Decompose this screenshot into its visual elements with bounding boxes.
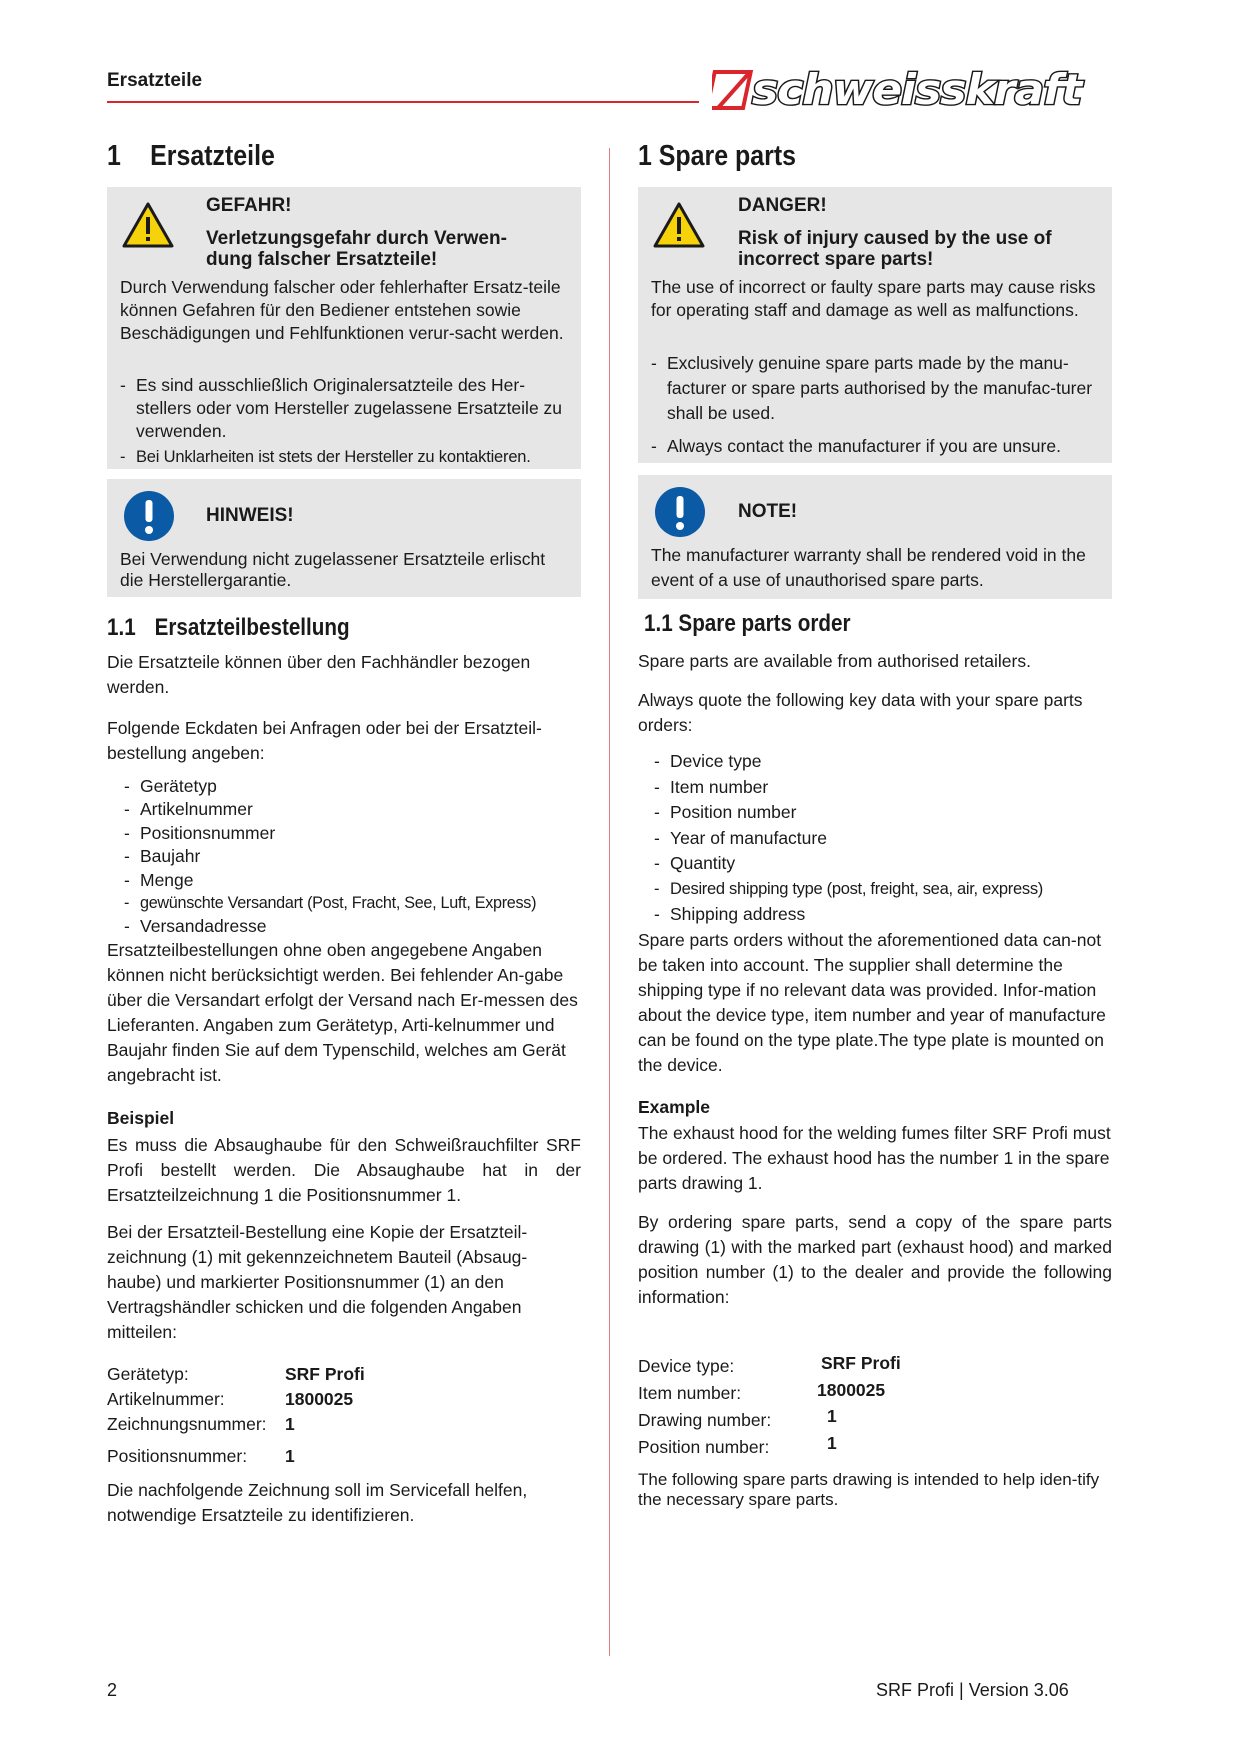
example-heading: Beispiel <box>107 1108 175 1128</box>
left-note-box <box>107 479 581 597</box>
list-item: - Quantity <box>654 851 1114 877</box>
exclamation-circle-icon <box>123 490 175 542</box>
danger-list <box>120 374 570 469</box>
left-key-data <box>107 1364 581 1474</box>
left-danger-box <box>107 187 581 469</box>
left-h2 <box>107 614 581 642</box>
example-heading: Example <box>638 1097 710 1117</box>
danger-title-line1: Risk of injury caused by the use of <box>738 228 1052 249</box>
danger-title <box>206 228 507 270</box>
page-number: 2 <box>107 1680 118 1700</box>
right-key-data <box>638 1353 1112 1466</box>
right-h1-title: 1 Spare parts <box>638 140 797 172</box>
kv-value: 1800025 <box>285 1389 354 1409</box>
kv-value: SRF Profi <box>821 1353 901 1373</box>
danger-list-item: - Exclusively genuine spare parts made by the manu-facturer or spare parts authorised by the manufac-turer shall be used. <box>651 351 1101 426</box>
kv-label: Gerätetyp: <box>107 1364 189 1384</box>
right-h1 <box>638 140 1112 173</box>
kv-value: 1 <box>827 1406 837 1426</box>
running-header: Ersatzteile <box>107 70 203 91</box>
kv-value: 1 <box>285 1446 295 1466</box>
danger-list-item: - Es sind ausschließlich Originalersatzteile des Her-stellers oder vom Hersteller zugelassene Ersatzteile zu verwenden. <box>120 374 570 443</box>
right-danger-box <box>638 187 1112 463</box>
list-item: - Item number <box>654 775 1114 801</box>
list-item: - Shipping address <box>654 902 1114 928</box>
left-data-list <box>124 775 594 939</box>
list-item: - Gerätetyp <box>124 775 594 798</box>
header-rule <box>107 101 699 103</box>
right-data-list <box>654 749 1114 928</box>
left-h2-number: 1.1 <box>107 614 136 641</box>
left-paragraph: Es muss die Absaughaube für den Schweißrauchfilter SRF Profi bestellt werden. Die Absaughaube hat in der Ersatzteilzeichnung 1 die Positionsnummer 1. <box>107 1135 581 1205</box>
right-paragraph: The exhaust hood for the welding fumes filter SRF Profi must be ordered. The exhaust hood has the number 1 in the spare parts drawing 1. <box>638 1123 1111 1193</box>
warning-triangle-icon <box>121 201 175 249</box>
kv-value: 1 <box>285 1414 295 1434</box>
kv-label: Item number: <box>638 1383 742 1403</box>
kv-label: Device type: <box>638 1356 735 1376</box>
danger-title-line1: Verletzungsgefahr durch Verwen- <box>206 228 507 249</box>
list-item: - Position number <box>654 800 1114 826</box>
danger-text: The use of incorrect or faulty spare parts may cause risks for operating staff and damage as well as malfunctions. <box>651 277 1096 320</box>
kv-label: Positionsnummer: <box>107 1446 248 1466</box>
danger-label: DANGER! <box>738 195 827 216</box>
left-paragraph: Bei der Ersatzteil-Bestellung eine Kopie der Ersatzteil-zeichnung (1) mit gekennzeichnetem Bauteil (Absaug-haube) und markierter Positionsnummer (1) an den Vertragshändler schicken und die folgenden Angaben mitteilen: <box>107 1222 528 1342</box>
right-paragraph: The following spare parts drawing is intended to help iden-tify the necessary spare parts. <box>638 1470 1100 1509</box>
list-item: - Desired shipping type (post, freight, sea, air, express) <box>654 877 1114 903</box>
left-h2-title: Ersatzteilbestellung <box>154 614 350 641</box>
note-text: The manufacturer warranty shall be rendered void in the event of a use of unauthorised spare parts. <box>651 545 1086 590</box>
list-item: - Device type <box>654 749 1114 775</box>
list-item: - Artikelnummer <box>124 798 594 821</box>
note-label: HINWEIS! <box>206 505 294 526</box>
left-h1-number: 1 <box>107 140 121 172</box>
danger-title-line2: dung falscher Ersatzteile! <box>206 249 438 270</box>
list-item: - Versandadresse <box>124 915 594 938</box>
list-item: - gewünschte Versandart (Post, Fracht, See, Luft, Express) <box>124 892 594 915</box>
list-item: - Year of manufacture <box>654 826 1114 852</box>
danger-title <box>738 228 1052 270</box>
kv-label: Artikelnummer: <box>107 1389 225 1409</box>
right-h2-title: 1.1 Spare parts order <box>644 610 851 637</box>
list-item: - Menge <box>124 869 594 892</box>
list-item: - Positionsnummer <box>124 822 594 845</box>
left-paragraph: Folgende Eckdaten bei Anfragen oder bei der Ersatzteil-bestellung angeben: <box>107 718 542 763</box>
danger-list-item: - Bei Unklarheiten ist stets der Hersteller zu kontaktieren. <box>120 446 570 469</box>
kv-value: SRF Profi <box>285 1364 365 1384</box>
right-note-box <box>638 475 1112 599</box>
kv-value: 1 <box>827 1433 837 1453</box>
svg-text:schweisskraft: schweisskraft <box>752 66 1082 114</box>
right-paragraph: Always quote the following key data with your spare parts orders: <box>638 690 1083 735</box>
right-paragraph: Spare parts orders without the aforementioned data can-not be taken into account. The supplier shall determine the shipping type if no relevant data was provided. Infor-mation about the device type, item number and year of manufacture can be found on the type plate.The type plate is mounted on the device. <box>638 930 1106 1075</box>
left-h1-title: Ersatzteile <box>150 140 275 172</box>
list-item: - Baujahr <box>124 845 594 868</box>
doc-version: SRF Profi | Version 3.06 <box>876 1680 1069 1700</box>
danger-list-item: - Always contact the manufacturer if you are unsure. <box>651 434 1101 459</box>
right-paragraph: Spare parts are available from authorised retailers. <box>638 651 1031 671</box>
schweisskraft-logo <box>712 66 1122 114</box>
kv-label: Zeichnungsnummer: <box>107 1414 267 1434</box>
danger-list <box>651 351 1101 459</box>
danger-title-line2: incorrect spare parts! <box>738 249 934 270</box>
kv-label: Position number: <box>638 1437 770 1457</box>
danger-label: GEFAHR! <box>206 195 292 216</box>
danger-text: Durch Verwendung falscher oder fehlerhafter Ersatz-teile können Gefahren für den Bediener entstehen sowie Beschädigungen und Fehlfunktionen verur-sacht werden. <box>120 277 564 343</box>
kv-label: Drawing number: <box>638 1410 772 1430</box>
warning-triangle-icon <box>652 201 706 249</box>
note-text: Bei Verwendung nicht zugelassener Ersatzteile erlischt die Herstellergarantie. <box>120 549 546 590</box>
right-h2 <box>644 610 884 638</box>
exclamation-circle-icon <box>654 486 706 538</box>
left-paragraph: Ersatzteilbestellungen ohne oben angegebene Angaben können nicht berücksichtigt werden. Bei fehlender An-gabe über die Versandart erfolgt der Versand nach Er-messen des Lieferanten. Angaben zum Gerätetyp, Arti-kelnummer und Baujahr finden Sie auf dem Typenschild, welches am Gerät angebracht ist. <box>107 940 578 1085</box>
right-paragraph: By ordering spare parts, send a copy of the spare parts drawing (1) with the marked part (exhaust hood) and marked position number (1) to the dealer and provide the following information: <box>638 1212 1112 1307</box>
kv-value: 1800025 <box>817 1380 886 1400</box>
left-paragraph: Die Ersatzteile können über den Fachhändler bezogen werden. <box>107 652 531 697</box>
left-h1 <box>107 140 581 173</box>
left-paragraph: Die nachfolgende Zeichnung soll im Servicefall helfen, notwendige Ersatzteile zu identifizieren. <box>107 1480 528 1525</box>
column-divider <box>609 148 610 1656</box>
note-label: NOTE! <box>738 501 798 522</box>
